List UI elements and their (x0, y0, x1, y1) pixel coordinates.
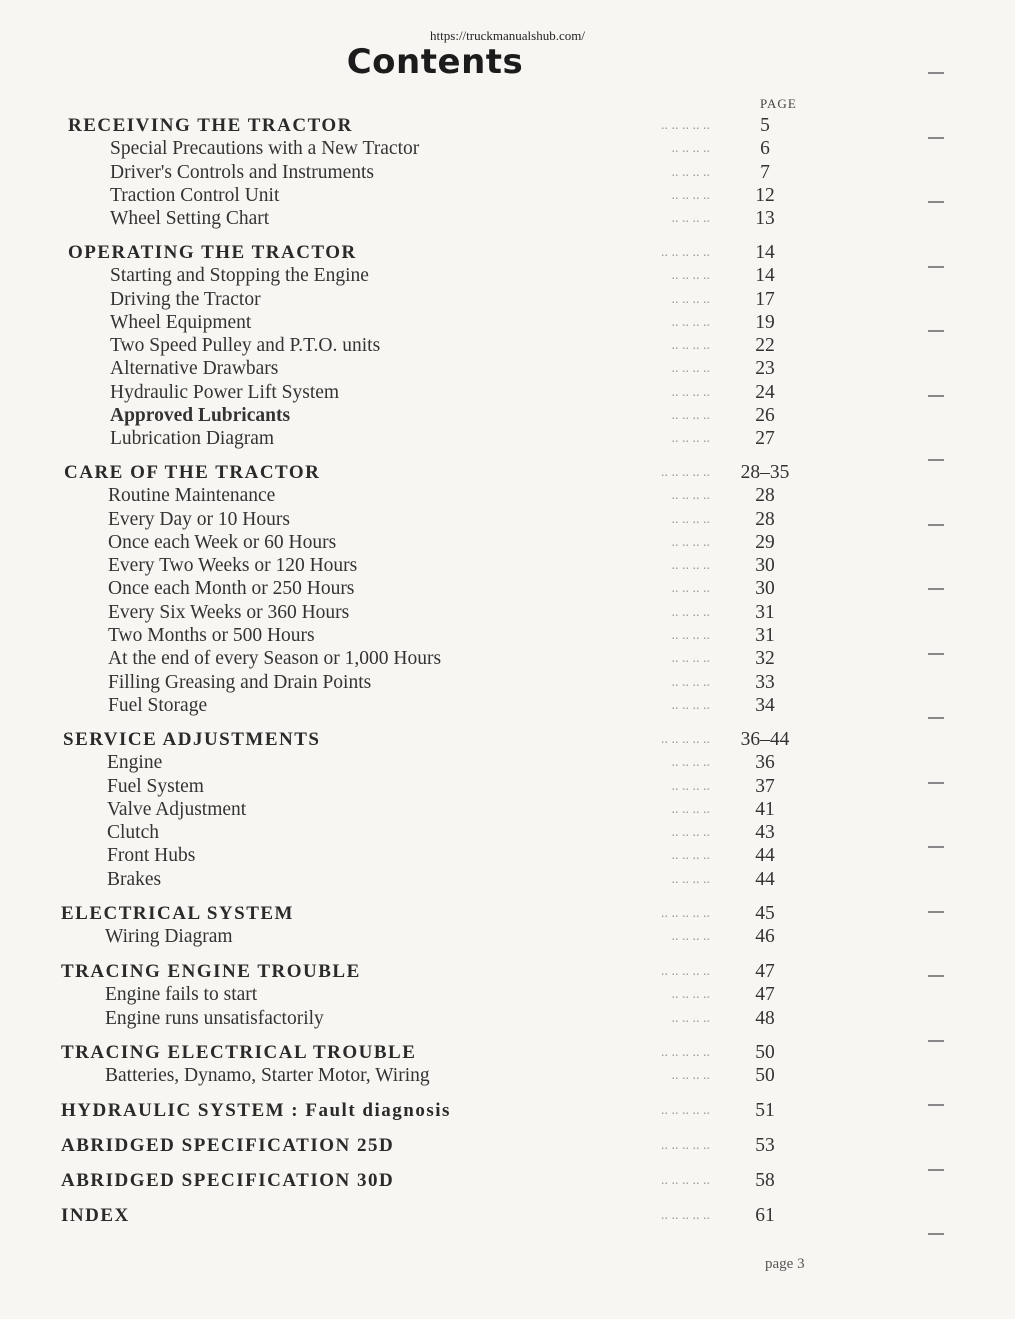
toc-entry-page: 44 (755, 868, 775, 890)
edge-tick-mark (928, 330, 944, 332)
toc-heading-row[interactable] (0, 1041, 1015, 1064)
dot-leader: .. .. .. .. (671, 408, 710, 424)
edge-tick-mark (928, 846, 944, 848)
toc-section (0, 960, 1015, 1030)
toc-entry-label: Batteries, Dynamo, Starter Motor, Wiring (105, 1065, 430, 1087)
toc-section (0, 461, 1015, 717)
toc-entry-page: 30 (755, 578, 775, 600)
dot-leader: .. .. .. .. (671, 141, 710, 157)
toc-entry-row[interactable] (0, 334, 1015, 357)
toc-entry-row[interactable] (0, 821, 1015, 844)
toc-heading-page: 51 (755, 1100, 775, 1121)
edge-tick-mark (928, 911, 944, 913)
toc-heading-page: 36–44 (740, 729, 790, 750)
toc-entry-row[interactable] (0, 288, 1015, 311)
toc-entry-page: 6 (760, 138, 770, 160)
toc-entry-label: Once each Week or 60 Hours (108, 531, 337, 553)
dot-leader: .. .. .. .. (671, 268, 710, 284)
toc-heading-row[interactable] (0, 461, 1015, 484)
toc-entry-row[interactable] (0, 381, 1015, 404)
edge-tick-mark (928, 524, 944, 526)
toc-entry-label: Front Hubs (107, 845, 196, 867)
toc-heading-row[interactable] (0, 728, 1015, 751)
toc-entry-row[interactable] (0, 868, 1015, 891)
toc-heading-label: TRACING ENGINE TROUBLE (61, 961, 361, 982)
toc-entry-page: 37 (755, 775, 775, 797)
toc-entry-label: Two Months or 500 Hours (108, 625, 315, 647)
toc-entry-row[interactable] (0, 484, 1015, 507)
toc-entry-row[interactable] (0, 1007, 1015, 1030)
toc-entry-row[interactable] (0, 647, 1015, 670)
toc-heading-page: 50 (755, 1042, 775, 1063)
toc-heading-row[interactable] (0, 1099, 1015, 1122)
dot-leader: .. .. .. .. (671, 511, 710, 527)
edge-tick-mark (928, 72, 944, 74)
toc-entry-label: Two Speed Pulley and P.T.O. units (110, 335, 381, 357)
toc-entry-row[interactable] (0, 577, 1015, 600)
toc-entry-page: 34 (755, 694, 775, 716)
edge-tick-mark (928, 653, 944, 655)
toc-entry-page: 27 (755, 428, 775, 450)
dot-leader: .. .. .. .. .. (661, 1138, 710, 1153)
toc-entry-row[interactable] (0, 751, 1015, 774)
toc-entry-page: 19 (755, 311, 775, 333)
toc-entry-label: Fuel System (107, 775, 204, 797)
toc-entry-row[interactable] (0, 207, 1015, 230)
dot-leader: .. .. .. .. (671, 291, 710, 307)
toc-heading-page: 58 (755, 1170, 775, 1191)
source-url[interactable]: https://truckmanualshub.com/ (430, 28, 585, 43)
toc-entry-label: Driving the Tractor (110, 288, 261, 310)
toc-entry-label: Fuel Storage (108, 694, 208, 716)
toc-entry-label: Starting and Stopping the Engine (110, 265, 369, 287)
toc-heading-row[interactable] (0, 1169, 1015, 1192)
toc-entry-page: 41 (755, 798, 775, 820)
toc-entry-page: 24 (755, 381, 775, 403)
dot-leader: .. .. .. .. (671, 338, 710, 354)
toc-entry-page: 36 (755, 752, 775, 774)
toc-entry-label: Every Two Weeks or 120 Hours (108, 555, 358, 577)
toc-entry-label: Once each Month or 250 Hours (108, 578, 355, 600)
edge-tick-mark (928, 201, 944, 203)
toc-section (0, 1041, 1015, 1088)
toc-entry-page: 29 (755, 531, 775, 553)
toc-heading-page: 45 (755, 903, 775, 924)
toc-entry-row[interactable] (0, 925, 1015, 948)
dot-leader: .. .. .. .. .. (661, 906, 710, 921)
toc-entry-row[interactable] (0, 184, 1015, 207)
toc-heading-label: OPERATING THE TRACTOR (68, 242, 357, 263)
dot-leader: .. .. .. .. .. (661, 245, 710, 260)
page-edge-marks (928, 0, 948, 1319)
toc-entry-row[interactable] (0, 404, 1015, 427)
toc-heading-label: ABRIDGED SPECIFICATION 30D (61, 1170, 395, 1191)
dot-leader: .. .. .. .. (671, 755, 710, 771)
dot-leader: .. .. .. .. .. (661, 1045, 710, 1060)
toc-heading-label: ELECTRICAL SYSTEM (61, 903, 294, 924)
toc-entry-page: 46 (755, 926, 775, 948)
edge-tick-mark (928, 1169, 944, 1171)
edge-tick-mark (928, 1040, 944, 1042)
toc-entry-label: Approved Lubricants (110, 405, 291, 427)
dot-leader: .. .. .. .. .. (661, 1103, 710, 1118)
page-column-header: PAGE (760, 96, 797, 111)
toc-entry-label: Special Precautions with a New Tractor (110, 138, 420, 160)
toc-entry-page: 30 (755, 555, 775, 577)
toc-entry-row[interactable] (0, 264, 1015, 287)
toc-entry-page: 47 (755, 984, 775, 1006)
dot-leader: .. .. .. .. (671, 848, 710, 864)
edge-tick-mark (928, 1233, 944, 1235)
dot-leader: .. .. .. .. (671, 674, 710, 690)
toc-entry-label: Clutch (107, 822, 159, 844)
dot-leader: .. .. .. .. (671, 581, 710, 597)
toc-entry-label: Wheel Setting Chart (110, 208, 270, 230)
dot-leader: .. .. .. .. (671, 1010, 710, 1026)
toc-entry-page: 12 (755, 184, 775, 206)
toc-entry-label: Every Six Weeks or 360 Hours (108, 601, 350, 623)
toc-entry-label: Valve Adjustment (107, 798, 247, 820)
toc-entry-page: 23 (755, 358, 775, 380)
dot-leader: .. .. .. .. .. (661, 1208, 710, 1223)
toc-section (0, 114, 1015, 230)
toc-entry-row[interactable] (0, 357, 1015, 380)
toc-entry-label: Every Day or 10 Hours (108, 508, 290, 530)
toc-section (0, 241, 1015, 451)
toc-entry-label: Driver's Controls and Instruments (110, 161, 375, 183)
toc-entry-page: 28 (755, 508, 775, 530)
page-number: page 3 (765, 1256, 805, 1272)
toc-section (0, 1204, 1015, 1227)
dot-leader: .. .. .. .. (671, 778, 710, 794)
toc-heading-row[interactable] (0, 960, 1015, 983)
dot-leader: .. .. .. .. (671, 488, 710, 504)
toc-entry-label: Engine runs unsatisfactorily (105, 1007, 324, 1029)
toc-entry-page: 7 (760, 161, 770, 183)
toc-entry-label: Engine fails to start (105, 984, 258, 1006)
toc-section (0, 902, 1015, 949)
dot-leader: .. .. .. .. (671, 871, 710, 887)
dot-leader: .. .. .. .. (671, 651, 710, 667)
toc-heading-row[interactable] (0, 114, 1015, 137)
dot-leader: .. .. .. .. (671, 1068, 710, 1084)
dot-leader: .. .. .. .. .. (661, 732, 710, 747)
toc-entry-row[interactable] (0, 137, 1015, 160)
toc-entry-label: Filling Greasing and Drain Points (108, 671, 372, 693)
toc-entry-label: Wiring Diagram (105, 926, 233, 948)
edge-tick-mark (928, 459, 944, 461)
dot-leader: .. .. .. .. .. (661, 1173, 710, 1188)
toc-heading-label: RECEIVING THE TRACTOR (68, 115, 353, 136)
toc-entry-row[interactable] (0, 775, 1015, 798)
toc-section (0, 1099, 1015, 1122)
toc-heading-page: 61 (755, 1205, 775, 1226)
toc-entry-page: 32 (755, 648, 775, 670)
toc-heading-label: HYDRAULIC SYSTEM : Fault diagnosis (61, 1100, 451, 1121)
toc-entry-label: Wheel Equipment (110, 311, 252, 333)
toc-entry-row[interactable] (0, 983, 1015, 1006)
edge-tick-mark (928, 588, 944, 590)
toc-heading-label: ABRIDGED SPECIFICATION 25D (61, 1135, 395, 1156)
edge-tick-mark (928, 782, 944, 784)
toc-entry-page: 26 (755, 405, 775, 427)
toc-entry-row[interactable] (0, 508, 1015, 531)
toc-entry-page: 14 (755, 265, 775, 287)
toc-entry-row[interactable] (0, 601, 1015, 624)
dot-leader: .. .. .. .. (671, 431, 710, 447)
toc-heading-row[interactable] (0, 241, 1015, 264)
toc-entry-page: 33 (755, 671, 775, 693)
toc-entry-page: 44 (755, 845, 775, 867)
toc-entry-page: 22 (755, 335, 775, 357)
edge-tick-mark (928, 137, 944, 139)
edge-tick-mark (928, 717, 944, 719)
dot-leader: .. .. .. .. (671, 314, 710, 330)
toc-section (0, 1169, 1015, 1192)
toc-heading-page: 47 (755, 961, 775, 982)
dot-leader: .. .. .. .. (671, 987, 710, 1003)
edge-tick-mark (928, 1104, 944, 1106)
edge-tick-mark (928, 975, 944, 977)
toc-heading-page: 14 (755, 242, 775, 263)
toc-section (0, 1134, 1015, 1157)
toc-entry-page: 48 (755, 1007, 775, 1029)
toc-entry-page: 13 (755, 208, 775, 230)
toc-entry-row[interactable] (0, 427, 1015, 450)
toc-entry-page: 28 (755, 485, 775, 507)
toc-entry-label: Alternative Drawbars (110, 358, 279, 380)
toc-entry-row[interactable] (0, 161, 1015, 184)
toc-entry-row[interactable] (0, 798, 1015, 821)
dot-leader: .. .. .. .. .. (661, 964, 710, 979)
dot-leader: .. .. .. .. (671, 929, 710, 945)
toc-entry-row[interactable] (0, 311, 1015, 334)
dot-leader: .. .. .. .. (671, 384, 710, 400)
toc-entry-row[interactable] (0, 694, 1015, 717)
toc-entry-page: 31 (755, 625, 775, 647)
dot-leader: .. .. .. .. (671, 825, 710, 841)
toc-heading-page: 5 (760, 115, 770, 136)
dot-leader: .. .. .. .. (671, 697, 710, 713)
dot-leader: .. .. .. .. (671, 164, 710, 180)
toc-heading-row[interactable] (0, 1204, 1015, 1227)
dot-leader: .. .. .. .. (671, 534, 710, 550)
toc-heading-row[interactable] (0, 1134, 1015, 1157)
dot-leader: .. .. .. .. (671, 211, 710, 227)
toc-heading-label: TRACING ELECTRICAL TROUBLE (61, 1042, 417, 1063)
dot-leader: .. .. .. .. (671, 558, 710, 574)
toc-heading-page: 28–35 (740, 462, 790, 483)
dot-leader: .. .. .. .. .. (661, 465, 710, 480)
toc-entry-label: Hydraulic Power Lift System (110, 381, 340, 403)
toc-entry-row[interactable] (0, 624, 1015, 647)
dot-leader: .. .. .. .. (671, 604, 710, 620)
toc-entry-label: Brakes (107, 868, 162, 890)
toc-entry-label: Lubrication Diagram (110, 428, 275, 450)
toc-entry-page: 17 (755, 288, 775, 310)
toc-entry-row[interactable] (0, 1064, 1015, 1087)
toc-heading-label: SERVICE ADJUSTMENTS (63, 729, 321, 750)
toc-entry-label: At the end of every Season or 1,000 Hours (108, 648, 442, 670)
toc-entry-page: 31 (755, 601, 775, 623)
edge-tick-mark (928, 266, 944, 268)
toc-heading-label: CARE OF THE TRACTOR (64, 462, 321, 483)
edge-tick-mark (928, 395, 944, 397)
toc-entry-row[interactable] (0, 671, 1015, 694)
dot-leader: .. .. .. .. .. (661, 118, 710, 133)
dot-leader: .. .. .. .. (671, 801, 710, 817)
toc-section (0, 728, 1015, 891)
toc-heading-row[interactable] (0, 902, 1015, 925)
dot-leader: .. .. .. .. (671, 187, 710, 203)
page-title: Contents (346, 42, 524, 82)
toc-heading-page: 53 (755, 1135, 775, 1156)
toc-entry-row[interactable] (0, 844, 1015, 867)
toc-entry-label: Routine Maintenance (108, 485, 276, 507)
toc-entry-row[interactable] (0, 531, 1015, 554)
toc-heading-label: INDEX (61, 1205, 130, 1226)
toc-entry-label: Engine (107, 752, 163, 774)
toc-entry-label: Traction Control Unit (110, 184, 280, 206)
toc-entry-page: 43 (755, 822, 775, 844)
toc-entry-page: 50 (755, 1065, 775, 1087)
dot-leader: .. .. .. .. (671, 361, 710, 377)
dot-leader: .. .. .. .. (671, 628, 710, 644)
toc-entry-row[interactable] (0, 554, 1015, 577)
